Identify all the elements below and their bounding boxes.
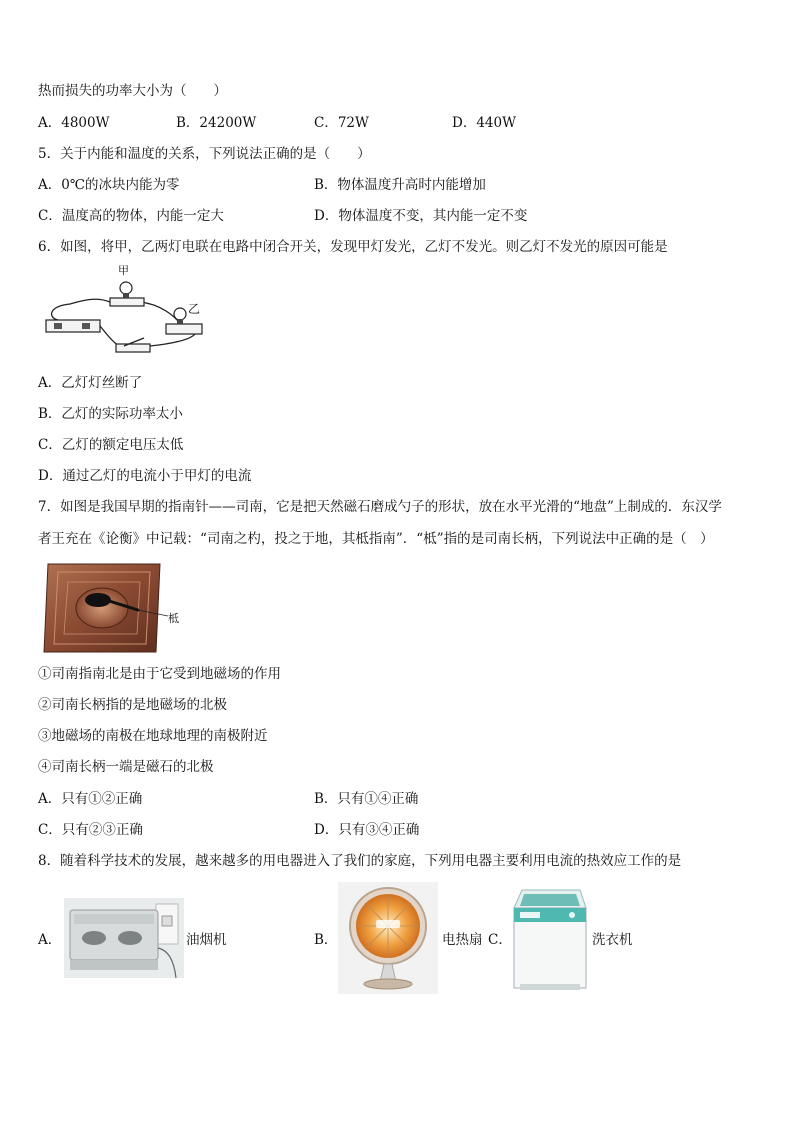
- q7-option-a: A．只有①②正确: [38, 791, 143, 807]
- q7-statement-4: ④司南长柄一端是磁石的北极: [38, 759, 214, 775]
- q8-option-c-name: 洗衣机: [592, 932, 633, 948]
- q6-option-a: A．乙灯灯丝断了: [38, 375, 143, 391]
- q6-stem: 6．如图，将甲，乙两灯电联在电路中闭合开关，发现甲灯发光，乙灯不发光。则乙灯不发光的原因可能是: [38, 239, 668, 255]
- q4-option-c: C．72W: [314, 115, 369, 131]
- q6-option-d: D．通过乙灯的电流小于甲灯的电流: [38, 468, 252, 484]
- q5-option-c: C．温度高的物体，内能一定大: [38, 208, 224, 224]
- q4-option-d: D．440W: [452, 115, 516, 131]
- range-hood-image: [64, 898, 184, 978]
- q6-circuit-figure: [40, 264, 220, 360]
- q7-stem-line1: 7．如图是我国早期的指南针——司南，它是把天然磁石磨成勺子的形状，放在水平光滑的“地盘”上制成的．东汉学: [38, 499, 722, 515]
- q5-option-a: A．0℃的冰块内能为零: [38, 177, 180, 193]
- q7-compass-figure: [42, 560, 192, 654]
- heater-icon: [338, 882, 438, 994]
- q7-statement-3: ③地磁场的南极在地球地理的南极附近: [38, 728, 268, 744]
- q6-option-b: B．乙灯的实际功率太小: [38, 406, 183, 422]
- q5-option-b: B．物体温度升高时内能增加: [314, 177, 486, 193]
- q7-statement-1: ①司南指南北是由于它受到地磁场的作用: [38, 666, 281, 682]
- q7-option-c: C．只有②③正确: [38, 822, 143, 838]
- q7-statement-2: ②司南长柄指的是地磁场的北极: [38, 697, 227, 713]
- lamp-b-label: 乙: [188, 302, 201, 316]
- washing-machine-icon: [510, 886, 588, 992]
- q8-option-a-name: 油烟机: [186, 932, 227, 948]
- q4-option-a: A．4800W: [38, 115, 110, 131]
- sinan-compass-image: [42, 560, 192, 654]
- q7-option-b: B．只有①④正确: [314, 791, 419, 807]
- q8-option-a-letter: A．: [38, 932, 62, 948]
- q8-option-b-letter: B．: [314, 932, 338, 948]
- handle-label: 柢: [168, 612, 179, 625]
- q8-option-b-name: 电热扇: [442, 932, 483, 948]
- q7-stem-line2: 者王充在《论衡》中记载：“司南之杓，投之于地，其柢指南”．“柢”指的是司南长柄，下列说法中正确的是（ ）: [38, 531, 714, 547]
- lamp-a-label: 甲: [118, 264, 129, 277]
- q8-option-c-letter: C．: [488, 932, 512, 948]
- washing-machine-image: [510, 886, 588, 992]
- q8-stem: 8．随着科学技术的发展，越来越多的用电器进入了我们的家庭，下列用电器主要利用电流的热效应工作的是: [38, 853, 682, 869]
- q5-stem: 5．关于内能和温度的关系，下列说法正确的是（ ）: [38, 146, 371, 162]
- q5-option-d: D．物体温度不变，其内能一定不变: [314, 208, 528, 224]
- q4-option-b: B．24200W: [176, 115, 257, 131]
- electric-heater-image: [338, 882, 438, 994]
- range-hood-icon: [64, 898, 184, 978]
- q7-option-d: D．只有③④正确: [314, 822, 420, 838]
- q6-option-c: C．乙灯的额定电压太低: [38, 437, 184, 453]
- q4-stem-tail: 热而损失的功率大小为（ ）: [38, 83, 227, 99]
